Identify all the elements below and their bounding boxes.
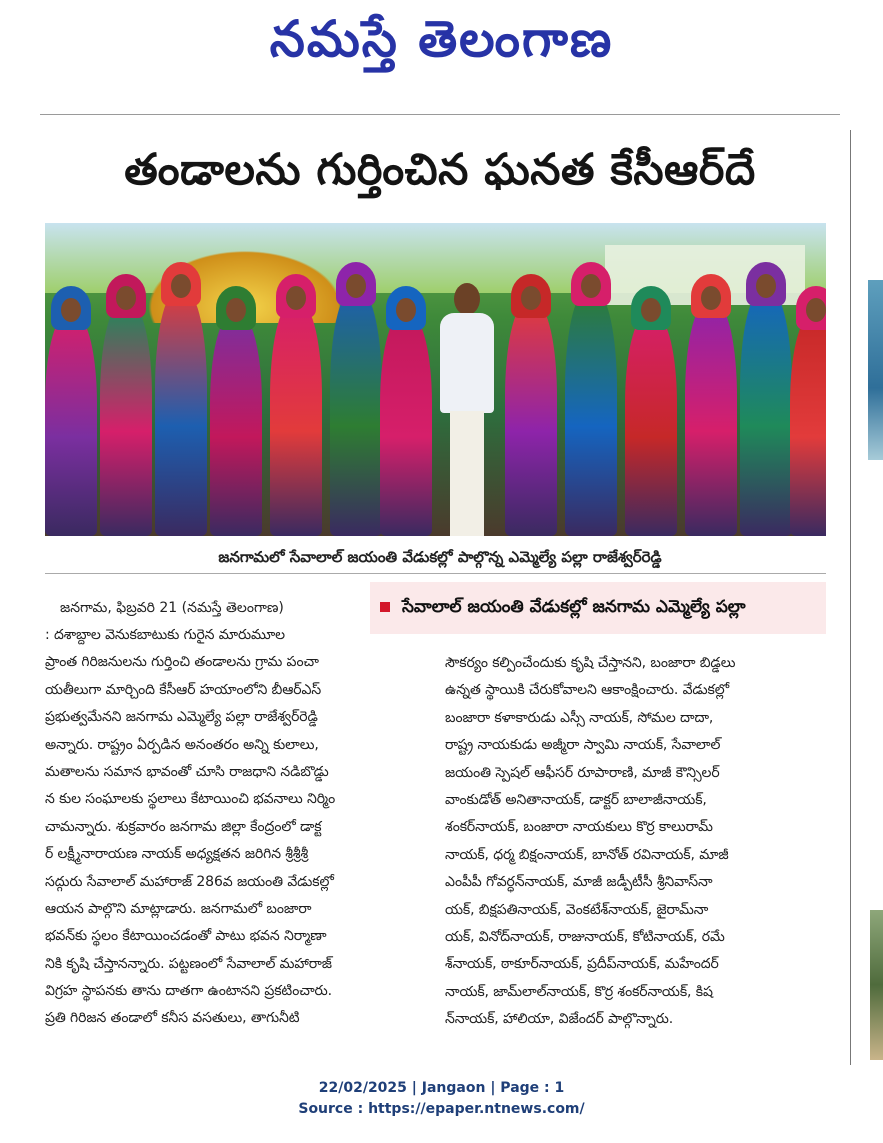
article-line: జయంతి స్పెషల్ ఆఫీసర్ రూపారాణి, మాజీ కౌన్సిలర్ (445, 764, 720, 781)
article-column-right (445, 650, 826, 1033)
article-headline: తండాలను గుర్తించిన ఘనత కేసీఆర్‌దే (124, 145, 756, 195)
article-line: ర్ లక్ష్మీనారాయణ నాయక్ అధ్యక్షతన జరిగిన శ్రీశ్రీశ్రీ (45, 846, 309, 863)
caption-divider (45, 573, 826, 574)
page-footer (0, 1078, 883, 1120)
photo-mla-figure (440, 283, 494, 536)
header-divider (40, 114, 840, 115)
adjacent-photo-lower (870, 910, 883, 1060)
subheadline: సేవాలాల్ జయంతి వేడుకల్లో జనగామ ఎమ్మెల్యే పల్లా (402, 597, 746, 617)
footer-source-link[interactable]: Source : https://epaper.ntnews.com/ (298, 1101, 585, 1117)
article-line: ఆయన పాల్గొని మాట్లాడారు. జనగామలో బంజారా (45, 900, 312, 917)
dateline: జనగామ, ఫిబ్రవరి 21 (నమస్తే తెలంగాణ) (60, 600, 284, 616)
newspaper-logo: నమస్తే తెలంగాణ (269, 10, 614, 68)
article-line: సౌకర్యం కల్పించేందుకు కృషి చేస్తానని, బంజారా బిడ్డలు (445, 655, 736, 671)
article-line: నికి కృషి చేస్తానన్నారు. పట్టణంలో సేవాలాల్ మహారాజ్ (45, 955, 332, 972)
article-line: న కుల సంఘాలకు స్థలాలు కేటాయించి భవనాలు నిర్మిం (45, 791, 336, 808)
article-line: ప్రాంత గిరిజనులను గుర్తించి తండాలను గ్రామ పంచా (45, 654, 319, 671)
masthead (0, 0, 883, 80)
adjacent-photo (868, 280, 883, 460)
article-column-left (45, 622, 425, 1033)
bullet-square-icon (380, 602, 390, 612)
article-line: రాష్ట్ర నాయకుడు అజ్మీరా స్వామి నాయక్, సేవాలాల్ (445, 737, 721, 754)
photo-caption: జనగామలో సేవాలాల్ జయంతి వేడుకల్లో పాల్గొన్న ఎమ్మెల్యే పల్లా రాజేశ్వర్‌రెడ్డి (218, 548, 662, 566)
footer-date-edition: 22/02/2025 | Jangaon | Page : 1 (318, 1080, 565, 1096)
article-line: శ్‌నాయక్, ఠాకూర్‌నాయక్, ప్రదీప్‌నాయక్, మహేందర్ (445, 956, 719, 973)
subheadline-box (370, 582, 826, 634)
news-photo (45, 223, 826, 536)
article-line: మతాలను సమాన భావంతో చూసి రాజధాని నడిబొడ్డు (45, 763, 329, 780)
article-line: చామన్నారు. శుక్రవారం జనగామ జిల్లా కేంద్రంలో డాక్ట (45, 818, 322, 835)
article-line: శంకర్‌నాయక్, బంజారా నాయకులు కొర్ర కాలురామ్ (445, 819, 713, 836)
article-line: ఉన్నత స్థాయికి చేరుకోవాలని ఆకాంక్షించారు. వేడుకల్లో (445, 682, 730, 699)
adjacent-article-strip (850, 130, 883, 1065)
article-line: ప్రతి గిరిజన తండాలో కనీస వసతులు, తాగునీటి (45, 1010, 300, 1027)
article-line: యతీలుగా మార్చింది కేసీఆర్ హయాంలోని బీఆర్‌ఎస్ (45, 681, 322, 698)
article-line: : దశాబ్దాల వెనుకబాటుకు గురైన మారుమూల (45, 627, 285, 643)
article-line: సద్గురు సేవాలాల్ మహారాజ్ 286వ జయంతి వేడుకల్లో (45, 873, 334, 890)
article-line: నాయక్, జామ్‌లాల్‌నాయక్, కొర్ర శంకర్‌నాయక్, కిష (445, 983, 713, 1000)
article-line: బంజారా కళాకారుడు ఎస్సీ నాయక్, సోమల దాదా, (445, 709, 714, 726)
article-line: వాంకుడోత్ అనితానాయక్, డాక్టర్ బాలాజీనాయక్, (445, 791, 707, 808)
article-line: అన్నారు. రాష్ట్రం ఏర్పడిన అనంతరం అన్ని కులాలు, (45, 736, 319, 753)
article-line: విగ్రహ స్థాపనకు తాను దాతగా ఉంటానని ప్రకటించారు. (45, 983, 332, 1000)
article-line: భవన్‌కు స్థలం కేటాయించడంతో పాటు భవన నిర్మాణా (45, 928, 327, 945)
article-line: ఎంపీపీ గోవర్ధన్‌నాయక్, మాజీ జడ్పీటీసీ శ్రీనివాస్‌నా (445, 874, 713, 891)
column-divider (850, 130, 851, 1065)
article-line: యక్, బిక్షపతినాయక్, వెంకటేశ్‌నాయక్, జైరామ్‌నా (445, 901, 709, 918)
article-line: న్‌నాయక్, హాలియా, విజేందర్ పాల్గొన్నారు. (445, 1011, 674, 1028)
article-line: నాయక్, ధర్మ బిక్షంనాయక్, బానోత్ రవినాయక్, మాజీ (445, 846, 729, 863)
article-line: యక్, వినోద్‌నాయక్, రాజునాయక్, కోటినాయక్, రమే (445, 928, 725, 945)
article-line: ప్రభుత్వమేనని జనగామ ఎమ్మెల్యే పల్లా రాజేశ్వర్‌రెడ్డి (45, 709, 318, 726)
